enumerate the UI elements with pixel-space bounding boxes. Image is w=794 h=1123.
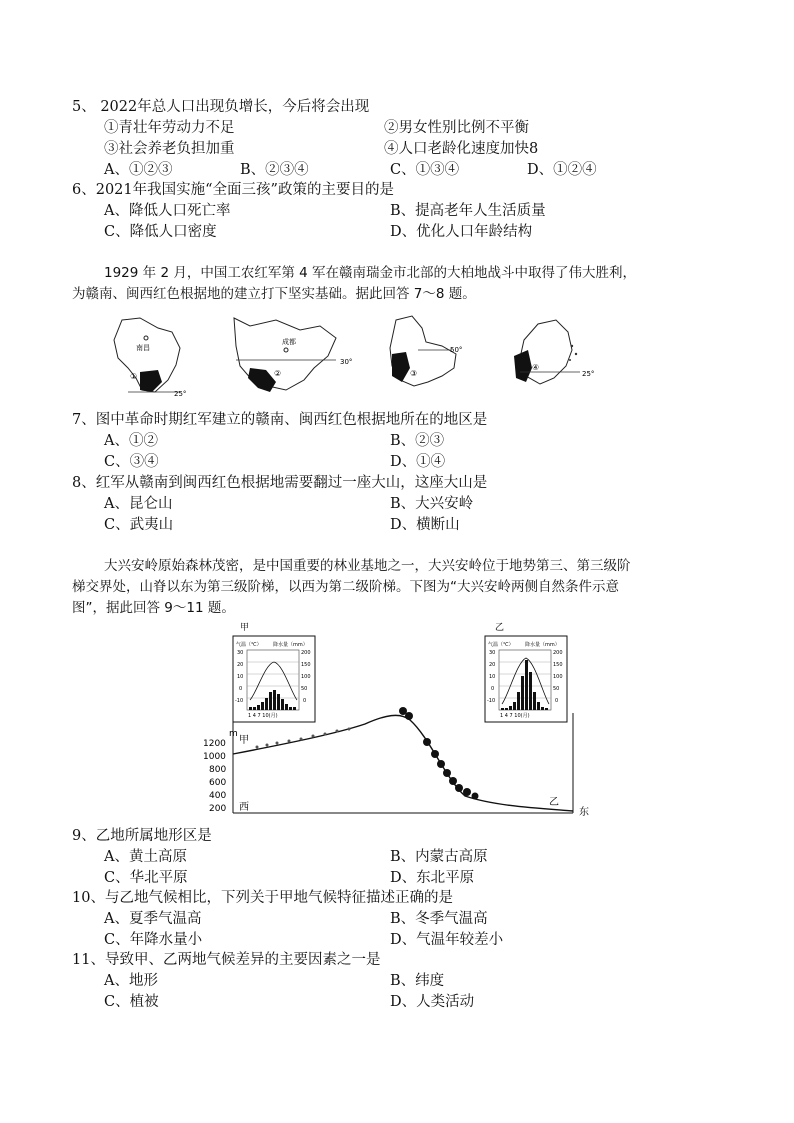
q9-option-a: A、黄土高原 bbox=[104, 849, 187, 865]
climate-jia-rtick: 0 bbox=[303, 698, 307, 704]
y-tick-1000: 1000 bbox=[203, 752, 226, 762]
q6-option-b: B、提高老年人生活质量 bbox=[390, 203, 546, 219]
map-2 bbox=[234, 318, 352, 392]
climate-jia-rtick: 50 bbox=[301, 686, 308, 692]
profile-diagram bbox=[195, 618, 600, 823]
q10-option-d: D、气温年较差小 bbox=[390, 932, 504, 948]
q7-option-a: A、①② bbox=[104, 433, 158, 449]
label-west: 西 bbox=[239, 802, 249, 813]
grass-symbols bbox=[256, 728, 351, 749]
climate-yi-ltick: 30 bbox=[489, 650, 496, 656]
map-1 bbox=[114, 318, 186, 398]
climate-jia-rtick: 100 bbox=[301, 674, 311, 680]
q8-stem: 8、红军从赣南到闽西红色根据地需要翻过一座大山，这座大山是 bbox=[72, 475, 488, 491]
map1-city-label: 南昌 bbox=[136, 344, 150, 352]
climate-yi-ltick: 20 bbox=[489, 662, 496, 668]
label-east: 东 bbox=[579, 807, 589, 818]
q6-option-a: A、降低人口死亡率 bbox=[104, 203, 231, 219]
climate-yi-ltick: 10 bbox=[489, 674, 496, 680]
q7-option-d: D、①④ bbox=[390, 454, 446, 470]
climate-yi-title: 乙 bbox=[495, 623, 505, 633]
q7-option-b: B、②③ bbox=[390, 433, 445, 449]
climate-jia-ltick: 20 bbox=[237, 662, 244, 668]
q5-statement-2: ②男女性别比例不平衡 bbox=[384, 120, 529, 136]
climate-chart-yi bbox=[485, 622, 567, 722]
q9-option-c: C、华北平原 bbox=[104, 870, 188, 886]
passage2-line1: 大兴安岭原始森林茂密，是中国重要的林业基地之一，大兴安岭位于地势第三、第三级阶 bbox=[104, 558, 631, 574]
q11-option-c: C、植被 bbox=[104, 994, 159, 1010]
climate-jia-ltick: 0 bbox=[239, 686, 243, 692]
q5-option-a: A、①②③ bbox=[104, 162, 173, 178]
q6-stem: 6、2021年我国实施“全面三孩”政策的主要目的是 bbox=[72, 182, 394, 198]
q11-option-a: A、地形 bbox=[104, 973, 158, 989]
y-axis-unit: m bbox=[229, 729, 238, 739]
climate-yi-precip-label: 降水量（mm） bbox=[525, 642, 560, 648]
climate-yi-rtick: 150 bbox=[553, 662, 563, 668]
q7-stem: 7、图中革命时期红军建立的赣南、闽西红色根据地所在的地区是 bbox=[72, 412, 488, 428]
map4-latitude: 25° bbox=[582, 370, 595, 378]
climate-jia-precip-label: 降水量（mm） bbox=[273, 642, 308, 648]
climate-chart-jia bbox=[233, 622, 315, 722]
q10-stem: 10、与乙地气候相比，下列关于甲地气候特征描述正确的是 bbox=[72, 890, 453, 906]
q8-option-a: A、昆仑山 bbox=[104, 496, 173, 512]
climate-yi-months: 1 4 7 10(月) bbox=[500, 713, 530, 719]
q11-stem: 11、导致甲、乙两地气候差异的主要因素之一是 bbox=[72, 952, 381, 968]
q9-option-d: D、东北平原 bbox=[390, 870, 475, 886]
map-4 bbox=[514, 320, 594, 384]
y-tick-600: 600 bbox=[209, 778, 227, 788]
q5-option-c: C、①③④ bbox=[390, 162, 460, 178]
map2-city-label: 成都 bbox=[282, 338, 296, 346]
climate-yi-ltick: 0 bbox=[491, 686, 495, 692]
climate-yi-rtick: 100 bbox=[553, 674, 563, 680]
climate-jia-title: 甲 bbox=[240, 623, 250, 633]
y-tick-400: 400 bbox=[209, 791, 227, 801]
q5-stem: 5、 2022年总人口出现负增长，今后将会出现 bbox=[72, 99, 370, 115]
climate-yi-temp-label: 气温（℃） bbox=[488, 642, 514, 648]
climate-jia-ltick: 30 bbox=[237, 650, 244, 656]
passage1-line2: 为赣南、闽西红色根据地的建立打下坚实基础。据此回答 7～8 题。 bbox=[72, 286, 476, 302]
map1-number: ① bbox=[130, 372, 138, 381]
map2-number: ② bbox=[274, 369, 282, 378]
map3-latitude: 50° bbox=[450, 346, 463, 354]
q8-option-d: D、横断山 bbox=[390, 517, 460, 533]
climate-yi-rtick: 200 bbox=[553, 650, 563, 656]
label-jia: 甲 bbox=[239, 735, 249, 746]
q9-stem: 9、乙地所属地形区是 bbox=[72, 828, 212, 844]
climate-yi-rtick: 50 bbox=[553, 686, 560, 692]
climate-jia-temp-label: 气温（℃） bbox=[236, 642, 262, 648]
passage2-line2: 梯交界处，山脊以东为第三级阶梯，以西为第二级阶梯。下图为“大兴安岭两侧自然条件示意 bbox=[72, 579, 619, 595]
q8-option-c: C、武夷山 bbox=[104, 517, 174, 533]
passage1-line1: 1929 年 2 月，中国工农红军第 4 军在赣南瑞金市北部的大柏地战斗中取得了伟大胜利， bbox=[104, 265, 636, 281]
province-maps bbox=[100, 310, 620, 405]
q11-option-d: D、人类活动 bbox=[390, 994, 475, 1010]
q5-option-d: D、①②④ bbox=[527, 162, 597, 178]
passage2-line3: 图”，据此回答 9～11 题。 bbox=[72, 600, 235, 616]
climate-jia-rtick: 150 bbox=[301, 662, 311, 668]
q9-option-b: B、内蒙古高原 bbox=[390, 849, 488, 865]
q8-option-b: B、大兴安岭 bbox=[390, 496, 474, 512]
y-tick-200: 200 bbox=[209, 804, 227, 814]
map2-latitude: 30° bbox=[340, 358, 353, 366]
q5-statement-4: ④人口老龄化速度加快8 bbox=[384, 141, 539, 157]
y-tick-1200: 1200 bbox=[203, 739, 226, 749]
q5-option-b: B、②③④ bbox=[240, 162, 309, 178]
map3-number: ③ bbox=[410, 369, 418, 378]
y-tick-800: 800 bbox=[209, 765, 227, 775]
q6-option-d: D、优化人口年龄结构 bbox=[390, 224, 533, 240]
map4-number: ④ bbox=[532, 363, 540, 372]
q6-option-c: C、降低人口密度 bbox=[104, 224, 217, 240]
climate-jia-ltick: 10 bbox=[237, 674, 244, 680]
map1-latitude: 25° bbox=[174, 390, 187, 398]
label-yi: 乙 bbox=[549, 797, 559, 808]
climate-yi-ltick: -10 bbox=[487, 698, 496, 704]
climate-yi-rtick: 0 bbox=[555, 698, 559, 704]
q10-option-b: B、冬季气温高 bbox=[390, 911, 488, 927]
map-3 bbox=[390, 316, 462, 386]
q10-option-c: C、年降水量小 bbox=[104, 932, 203, 948]
q11-option-b: B、纬度 bbox=[390, 973, 445, 989]
q7-option-c: C、③④ bbox=[104, 454, 159, 470]
q5-statement-1: ①青壮年劳动力不足 bbox=[104, 120, 235, 136]
climate-jia-ltick: -10 bbox=[235, 698, 244, 704]
q5-statement-3: ③社会养老负担加重 bbox=[104, 141, 235, 157]
climate-jia-rtick: 200 bbox=[301, 650, 311, 656]
q10-option-a: A、夏季气温高 bbox=[104, 911, 202, 927]
climate-jia-months: 1 4 7 10(月) bbox=[248, 713, 278, 719]
